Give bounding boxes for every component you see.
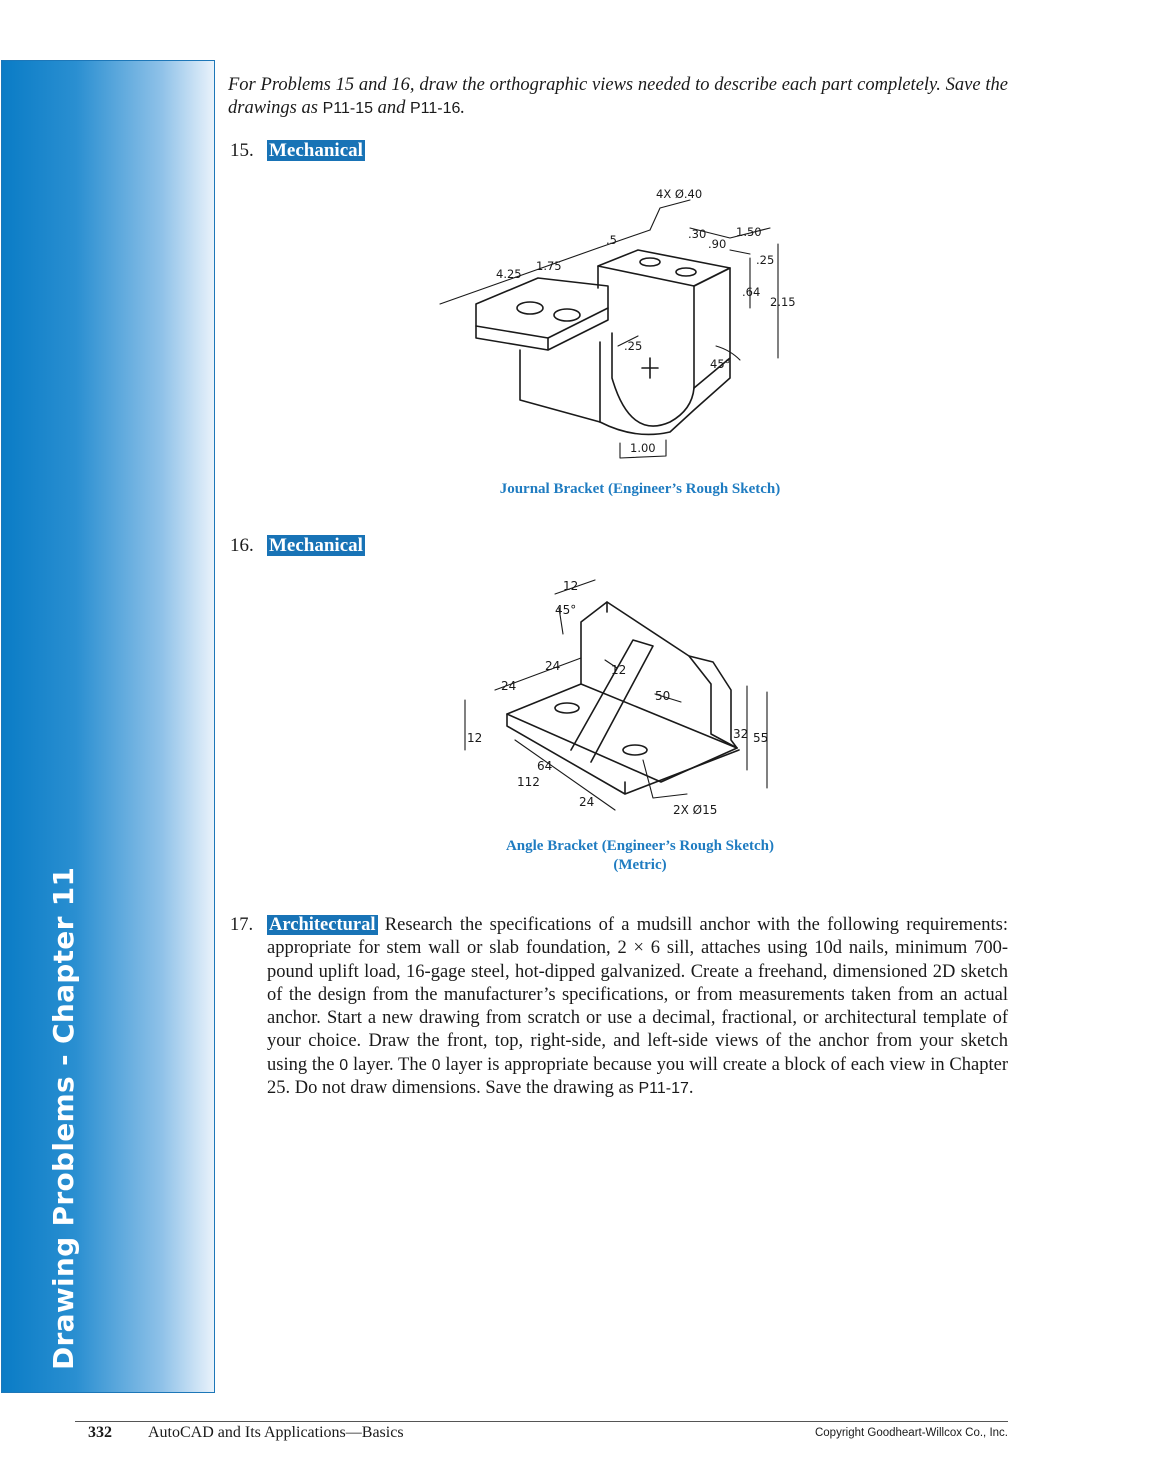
- dim-0-25-top: .25: [756, 253, 775, 267]
- intro-instructions: For Problems 15 and 16, draw the orthographic views needed to describe each part completely. Save the drawings as P11-15 and P11-16.: [228, 75, 1008, 118]
- dim-45-deg: 45°: [555, 603, 577, 617]
- problem-number: 15.: [230, 140, 254, 161]
- angle-bracket-caption: [430, 837, 850, 875]
- flange-top: [476, 278, 608, 338]
- gusset: [571, 640, 653, 762]
- dim-4x-dia: 4X Ø.40: [656, 187, 703, 201]
- upright-hole-1: [640, 258, 660, 266]
- caption-line-2: (Metric): [613, 857, 667, 873]
- center-line: [642, 358, 658, 378]
- dim-50: 50: [655, 689, 671, 703]
- filename-p11-17: P11-17: [638, 1080, 689, 1098]
- dim-1-75: 1.75: [536, 259, 562, 273]
- base-plate-front: [507, 714, 739, 794]
- upright-top: [598, 250, 730, 286]
- dim-55: 55: [753, 731, 769, 745]
- dim-64: 64: [537, 759, 553, 773]
- caption-line-1: Angle Bracket (Engineer’s Rough Sketch): [505, 838, 775, 854]
- layer-name: 0: [339, 1056, 349, 1074]
- base-hole-1: [555, 703, 579, 713]
- dim-112: 112: [517, 775, 540, 789]
- dim-1-50: 1.50: [736, 225, 762, 239]
- dim-24-side: 24: [501, 679, 517, 693]
- problem-number: 16.: [230, 535, 254, 556]
- dim-12-thickness: 12: [467, 731, 483, 745]
- journal-bracket-caption: Journal Bracket (Engineer’s Rough Sketch): [499, 481, 781, 497]
- page-number: 332: [88, 1424, 112, 1441]
- problem-number: 17.: [230, 915, 254, 935]
- problem-16-heading: [230, 535, 365, 557]
- book-title: AutoCAD and Its Applications—Basics: [148, 1424, 404, 1441]
- chapter-side-tab: [1, 60, 215, 1393]
- base-hole-2: [623, 745, 647, 755]
- angle-bracket-sketch: [455, 574, 785, 830]
- side-tab-label: Drawing Problems - Chapter 11: [47, 866, 80, 1370]
- upright-front: [600, 286, 694, 422]
- dim-24-back: 24: [545, 659, 561, 673]
- upright-hole-2: [676, 268, 696, 276]
- dim-24-front: 24: [579, 795, 595, 809]
- dimension-lines: [465, 580, 767, 810]
- dim-0-30: .30: [688, 227, 707, 241]
- dim-2-15: 2.15: [770, 295, 796, 309]
- footer-divider: [75, 1421, 1008, 1422]
- dim-1-00: 1.00: [630, 441, 656, 455]
- journal-bracket-sketch: [430, 178, 810, 470]
- filename-p11-15: P11-15: [322, 100, 373, 117]
- dim-32: 32: [733, 727, 749, 741]
- filename-p11-16: P11-16: [409, 100, 461, 117]
- flange-hole-1: [517, 302, 543, 314]
- vertical-plate: [581, 602, 737, 748]
- dim-0-64: .64: [742, 285, 761, 299]
- dim-12-top: 12: [563, 579, 579, 593]
- dim-0-25-radius: .25: [624, 339, 643, 353]
- dim-2x-dia15: 2X Ø15: [673, 803, 718, 817]
- category-tag-architectural: Architectural: [269, 915, 376, 935]
- vertical-plate-side: [607, 602, 737, 748]
- copyright-notice: Copyright Goodheart-Willcox Co., Inc.: [814, 1427, 1008, 1439]
- problem-17-body: Architectural Research the specifications of a mudsill anchor with the following requirements: appropriate for stem wall or slab foundation, 2 × 6 sill, attaches using 10d nails, minimum 700-pound uplift load, 16-gage steel, hot-dipped galvanized. Create a freehand, dimensioned 2D sketch of the design from the manufacturer’s specifications, or from measurements taken from an actual anchor. Start a new drawing from scratch or use a decimal, fractional, or architectural template of your choice. Draw the front, top, right-side, and left-side views of the anchor from your sketch using the 0 layer. The 0 layer is appropriate because you will create a block of each view in Chapter 25. Do not draw dimensions. Save the drawing as P11-17.: [267, 915, 1008, 1099]
- dim-12-gusset: 12: [611, 663, 627, 677]
- problem-17: [230, 914, 1008, 1100]
- problem-15-heading: [230, 140, 365, 162]
- layer-name: 0: [431, 1056, 441, 1074]
- category-tag-mechanical: Mechanical: [269, 535, 363, 556]
- dim-0-5: .5: [606, 233, 617, 247]
- flange-hole-2: [554, 309, 580, 321]
- dim-4-25: 4.25: [496, 267, 522, 281]
- dim-45-deg: 45°: [710, 357, 731, 371]
- dim-0-90: .90: [708, 237, 727, 251]
- category-tag-mechanical: Mechanical: [269, 140, 363, 161]
